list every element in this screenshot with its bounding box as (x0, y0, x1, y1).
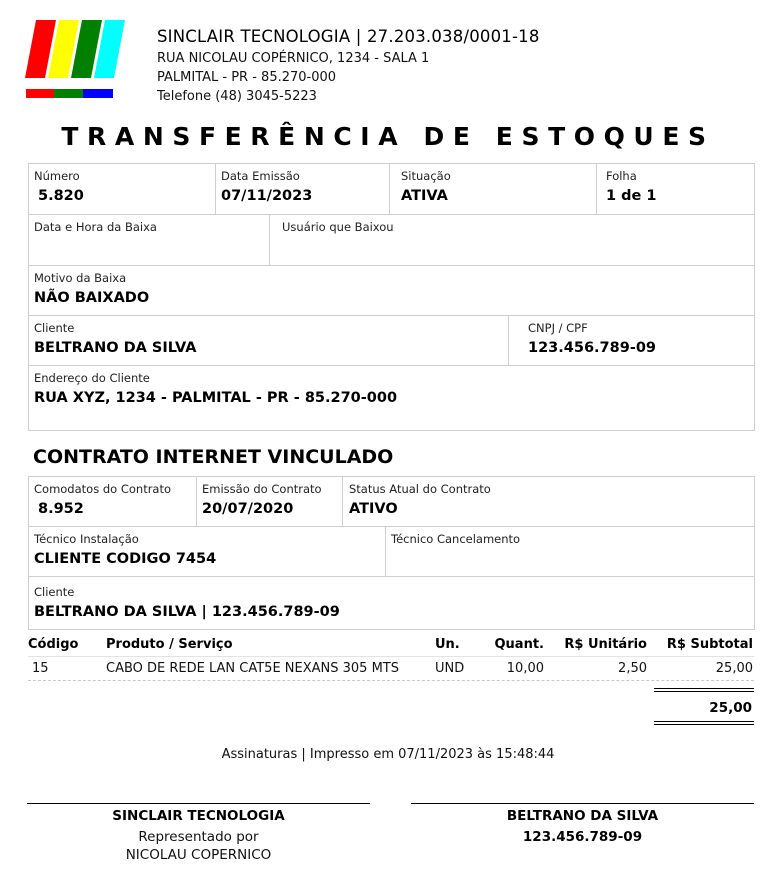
field-endereco-cliente-label: Endereço do Cliente (34, 371, 150, 385)
field-cnpj-cpf-label: CNPJ / CPF (528, 321, 588, 335)
contract-cliente-label: Cliente (34, 585, 75, 599)
contract-comodatos-value: 8.952 (38, 501, 84, 517)
company-name-line: SINCLAIR TECNOLOGIA | 27.203.038/0001-18 (157, 27, 540, 46)
col-header-quant: Quant. (494, 637, 544, 652)
signature-left-line3: NICOLAU COPERNICO (125, 847, 272, 863)
signature-right-line2: 123.456.789-09 (522, 829, 643, 845)
col-header-unitario: R$ Unitário (564, 637, 647, 652)
contract-tecnico-instalacao-label: Técnico Instalação (34, 532, 139, 546)
field-folha-label: Folha (606, 169, 637, 183)
field-numero-value: 5.820 (38, 188, 84, 204)
field-endereco-cliente-value: RUA XYZ, 1234 - PALMITAL - PR - 85.270-000 (34, 390, 398, 406)
field-folha (596, 163, 755, 215)
field-motivo-baixa-label: Motivo da Baixa (34, 271, 127, 285)
contract-status-value: ATIVO (349, 501, 398, 517)
contract-tecnico-cancelamento-label: Técnico Cancelamento (391, 532, 521, 546)
contract-emissao (196, 476, 343, 527)
signature-line-right (411, 803, 754, 804)
cell-unitario: 2,50 (618, 661, 647, 676)
col-header-codigo: Código (28, 637, 79, 652)
field-situacao-label: Situação (401, 169, 451, 183)
field-cliente-value: BELTRANO DA SILVA (34, 340, 197, 356)
col-header-un: Un. (435, 637, 460, 652)
field-numero (28, 163, 216, 215)
row-divider (28, 680, 754, 681)
field-data-emissao (215, 163, 390, 215)
signature-left-name: SINCLAIR TECNOLOGIA (112, 808, 285, 824)
field-situacao-value: ATIVA (401, 188, 448, 204)
field-usuario-baixou-label: Usuário que Baixou (282, 220, 394, 234)
field-motivo-baixa (28, 265, 755, 316)
field-cliente (28, 315, 509, 366)
document-title: TRANSFERÊNCIA DE ESTOQUES (61, 122, 715, 151)
header-divider (28, 656, 754, 657)
logo-bar-red (26, 89, 54, 98)
field-usuario-baixou (269, 214, 755, 266)
col-header-produto: Produto / Serviço (106, 637, 233, 652)
contract-emissao-value: 20/07/2020 (202, 501, 294, 517)
col-header-subtotal: R$ Subtotal (666, 637, 753, 652)
cell-quant: 10,00 (506, 661, 544, 676)
logo-bar-blue (83, 89, 113, 98)
contract-status (342, 476, 755, 527)
field-cnpj-cpf (508, 315, 755, 366)
contract-tecnico-instalacao (28, 526, 386, 577)
cell-produto: CABO DE REDE LAN CAT5E NEXANS 305 MTS (106, 661, 399, 676)
total-top-rule (654, 688, 754, 692)
company-address: RUA NICOLAU COPÉRNICO, 1234 - SALA 1 (157, 51, 430, 66)
total-bottom-rule (654, 721, 754, 725)
cell-un: UND (435, 661, 465, 676)
field-data-emissao-value: 07/11/2023 (221, 188, 313, 204)
items-total: 25,00 (709, 700, 752, 716)
contract-cliente (28, 576, 755, 630)
contract-section-title: CONTRATO INTERNET VINCULADO (33, 446, 394, 468)
cell-codigo: 15 (32, 661, 49, 676)
company-city: PALMITAL - PR - 85.270-000 (157, 70, 337, 85)
contract-tecnico-instalacao-value: CLIENTE CODIGO 7454 (34, 551, 217, 567)
contract-cliente-value: BELTRANO DA SILVA | 123.456.789-09 (34, 604, 340, 620)
field-cliente-label: Cliente (34, 321, 75, 335)
company-logo (25, 18, 130, 100)
logo-bar-green (54, 89, 83, 98)
company-phone: Telefone (48) 3045-5223 (157, 89, 317, 104)
field-numero-label: Número (34, 169, 80, 183)
signatures-note: Assinaturas | Impresso em 07/11/2023 às 15:48:44 (221, 747, 555, 762)
signature-left-line2: Representado por (138, 829, 259, 845)
contract-comodatos-label: Comodatos do Contrato (34, 482, 172, 496)
field-data-hora-baixa (28, 214, 270, 266)
field-endereco-cliente (28, 365, 755, 431)
signature-line-left (27, 803, 370, 804)
field-situacao (389, 163, 597, 215)
field-motivo-baixa-value: NÃO BAIXADO (34, 290, 150, 306)
signature-right-name: BELTRANO DA SILVA (506, 808, 659, 824)
field-data-hora-baixa-label: Data e Hora da Baixa (34, 220, 157, 234)
contract-comodatos (28, 476, 197, 527)
field-data-emissao-label: Data Emissão (221, 169, 300, 183)
contract-tecnico-cancelamento (385, 526, 755, 577)
field-cnpj-cpf-value: 123.456.789-09 (528, 340, 657, 356)
contract-status-label: Status Atual do Contrato (349, 482, 491, 496)
field-folha-value: 1 de 1 (606, 188, 657, 204)
cell-subtotal: 25,00 (715, 661, 753, 676)
contract-emissao-label: Emissão do Contrato (202, 482, 322, 496)
